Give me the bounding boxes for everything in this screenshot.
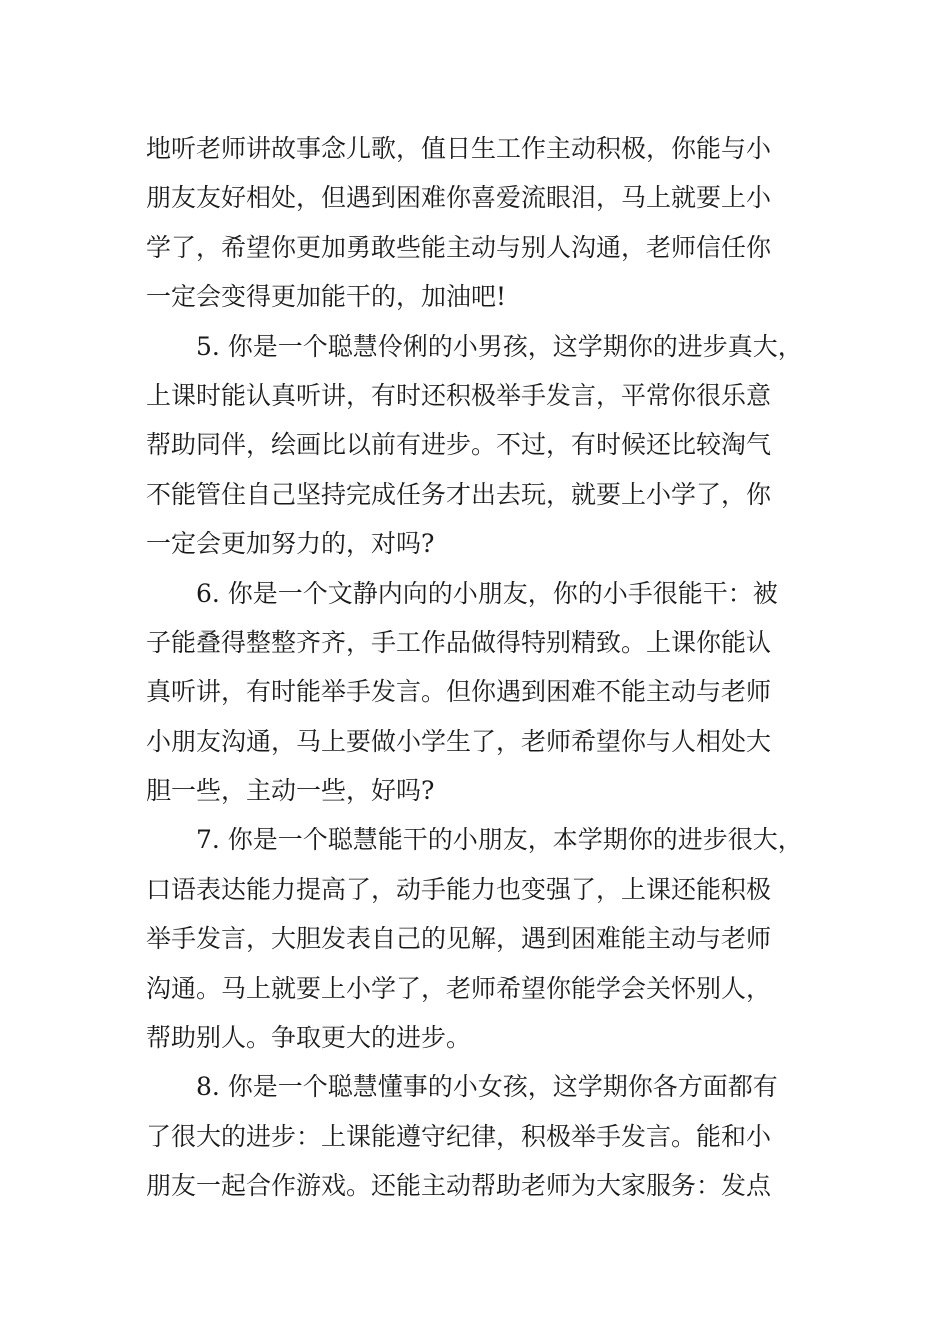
- text-line: 小朋友沟通，马上要做小学生了，老师希望你与人相处大: [146, 726, 772, 756]
- text-line: 帮助别人。争取更大的进步。: [146, 1023, 472, 1053]
- text-line: 帮助同伴，绘画比以前有进步。不过，有时候还比较淘气: [146, 430, 772, 460]
- text-line: 胆一些，主动一些，好吗?: [146, 776, 435, 806]
- text-line: 学了，希望你更加勇敢些能主动与别人沟通，老师信任你: [146, 232, 772, 262]
- text-line: 7. 你是一个聪慧能干的小朋友，本学期你的进步很大，: [196, 825, 803, 855]
- text-line: 朋友友好相处，但遇到困难你喜爱流眼泪，马上就要上小: [146, 183, 772, 213]
- text-line: 地听老师讲故事念儿歌，值日生工作主动积极，你能与小: [146, 134, 772, 163]
- document-body: [146, 124, 806, 1211]
- text-line: 沟通。马上就要上小学了，老师希望你能学会关怀别人，: [146, 973, 772, 1003]
- text-line: 8. 你是一个聪慧懂事的小女孩，这学期你各方面都有: [196, 1072, 778, 1102]
- text-line: 一定会变得更加能干的，加油吧!: [146, 282, 507, 312]
- text-line: 一定会更加努力的，对吗?: [146, 529, 435, 559]
- text-line: 真听讲，有时能举手发言。但你遇到困难不能主动与老师: [146, 677, 772, 707]
- text-line: 5. 你是一个聪慧伶俐的小男孩，这学期你的进步真大，: [196, 331, 803, 361]
- text-line: 朋友一起合作游戏。还能主动帮助老师为大家服务：发点: [146, 1171, 772, 1201]
- text-line: 口语表达能力提高了，动手能力也变强了，上课还能积极: [146, 874, 772, 904]
- text-line: 了很大的进步：上课能遵守纪律，积极举手发言。能和小: [146, 1121, 772, 1151]
- text-line: 上课时能认真听讲，有时还积极举手发言，平常你很乐意: [146, 380, 772, 410]
- text-line: 子能叠得整整齐齐，手工作品做得特别精致。上课你能认: [146, 627, 772, 657]
- text-line: 举手发言，大胆发表自己的见解，遇到困难能主动与老师: [146, 924, 772, 954]
- text-line: 不能管住自己坚持完成任务才出去玩，就要上小学了，你: [146, 479, 772, 509]
- text-line: 6. 你是一个文静内向的小朋友，你的小手很能干：被: [196, 578, 778, 608]
